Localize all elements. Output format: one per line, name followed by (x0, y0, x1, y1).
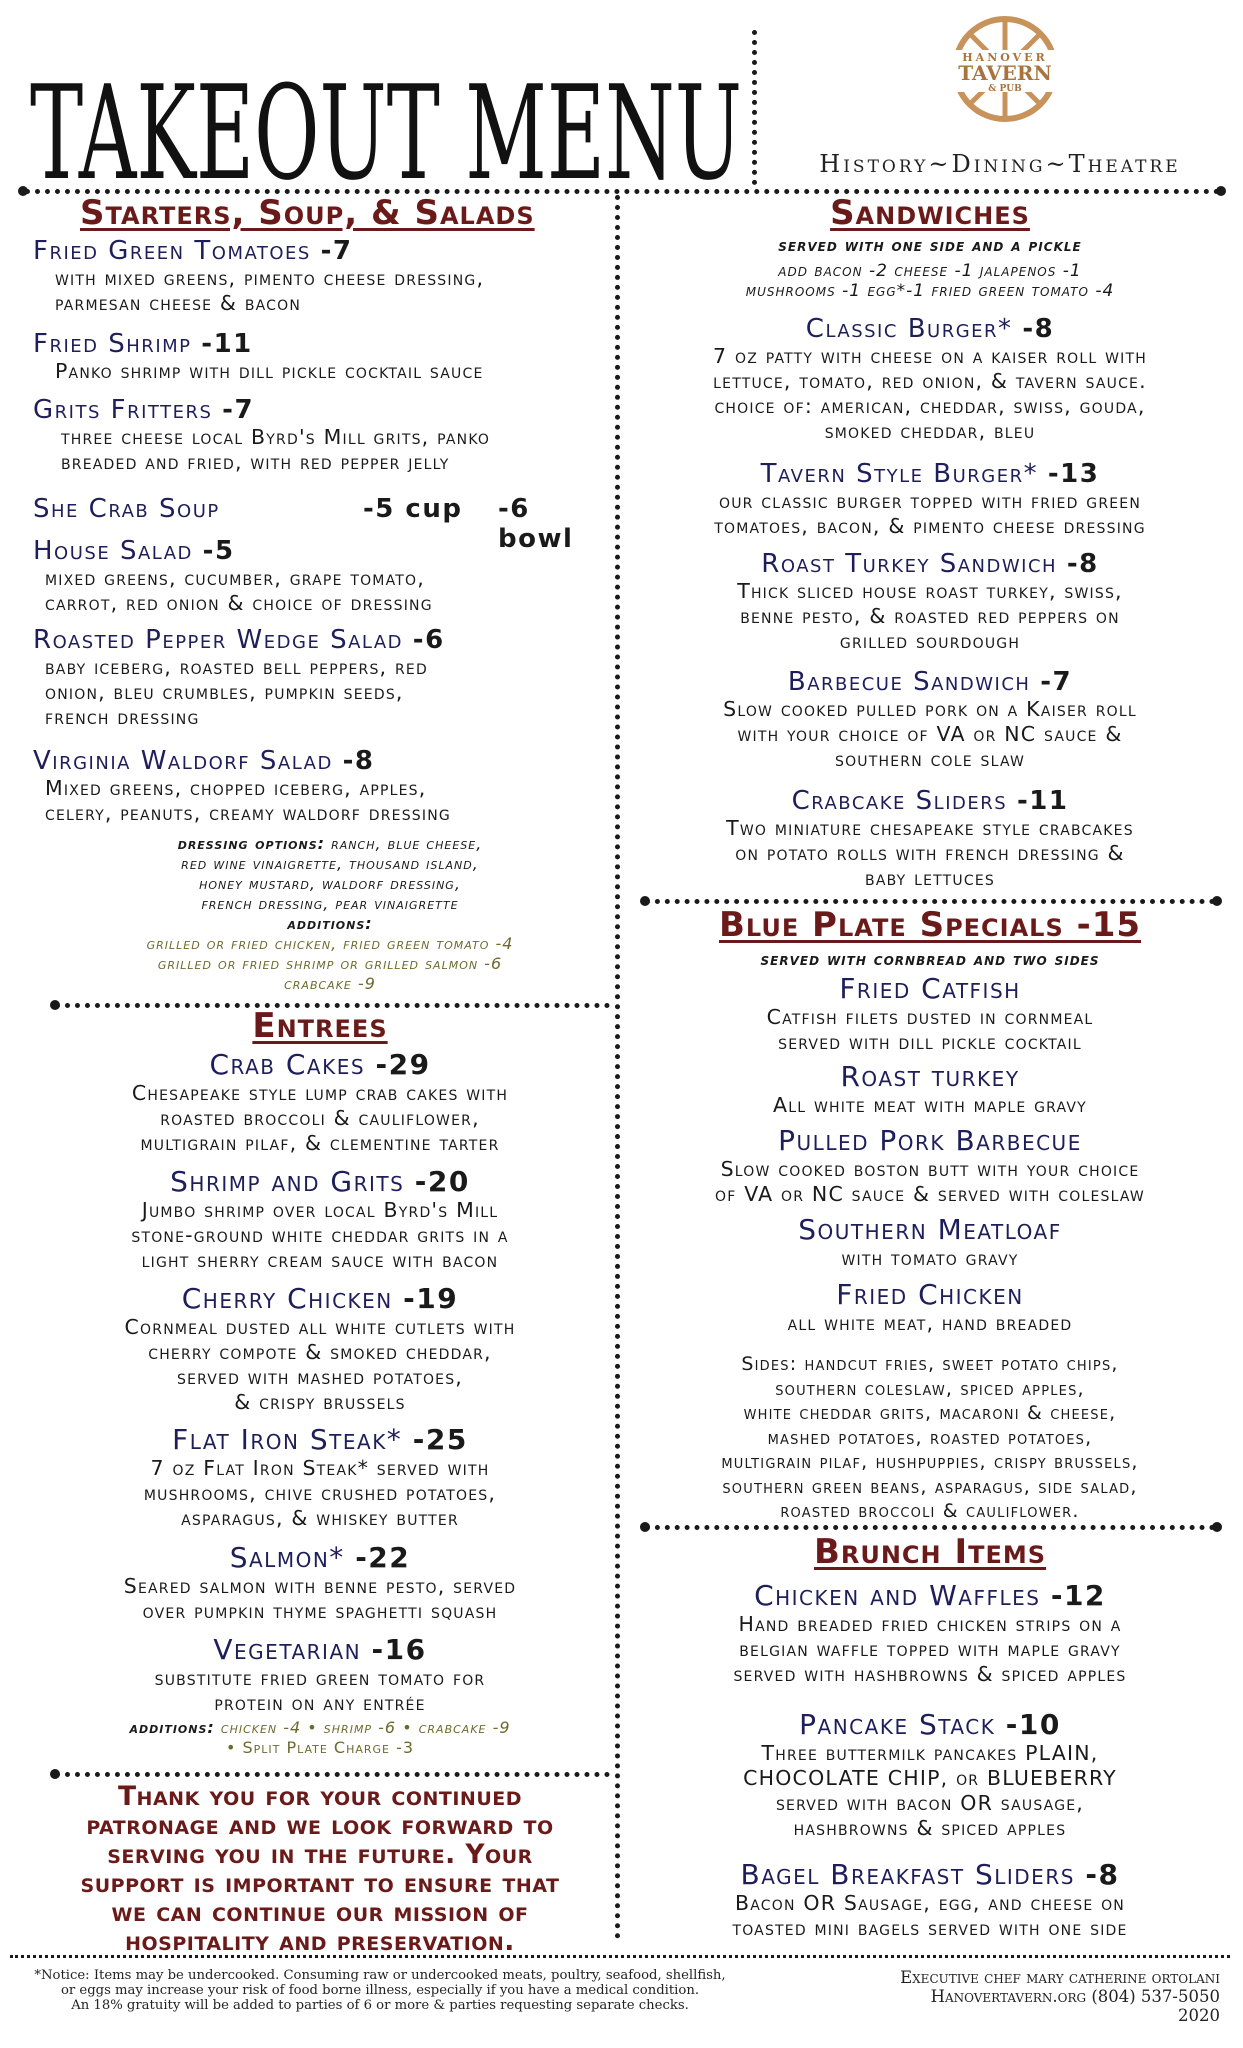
menu-item (640, 1060, 1220, 1118)
menu-item (640, 1858, 1220, 1941)
item-name: Fried Shrimp (33, 329, 192, 359)
item-price: -8 (1085, 1858, 1120, 1891)
menu-item (640, 1213, 1220, 1271)
menu-item (30, 1633, 610, 1716)
addons-line: add bacon -2 cheese -1 jalapenos -1 (778, 261, 1082, 281)
item-name: Crabcake Sliders (791, 786, 1008, 816)
sides-line: white cheddar grits, macaroni & cheese, (743, 1402, 1117, 1424)
item-desc: with tomato gravy (841, 1246, 1019, 1270)
menu-item (33, 236, 613, 316)
menu-item (640, 786, 1220, 891)
item-desc: over pumpkin thyme spaghetti squash (142, 1599, 498, 1623)
thank-you-message (30, 1782, 610, 1956)
menu-item (640, 459, 1220, 539)
sides-line: southern green beans, asparagus, side salad, (722, 1475, 1138, 1498)
menu-item (640, 1278, 1220, 1336)
item-desc: 7 oz Flat Iron Steak* served with (150, 1456, 490, 1480)
menu-item (33, 536, 613, 616)
menu-item (30, 1165, 610, 1273)
dressing-line: red wine vinaigrette, thousand island, (181, 854, 479, 873)
starters-heading: Starters, Soup, & Salads (80, 193, 535, 233)
sides-line: mashed potatoes, roasted potatoes, (767, 1426, 1093, 1449)
blue-plate-subtitle: served with cornbread and two sides (760, 950, 1100, 970)
item-desc: asparagus, & whiskey butter (181, 1506, 459, 1530)
item-desc: Jumbo shrimp over local Byrd's Mill (141, 1198, 499, 1222)
item-name: Classic Burger* (805, 314, 1013, 344)
item-desc: Slow cooked pulled pork on a Kaiser roll (723, 697, 1137, 721)
svg-text:TAKEOUT MENU: TAKEOUT MENU (30, 57, 742, 188)
menu-item (30, 1282, 610, 1415)
item-price: -29 (375, 1048, 431, 1081)
item-desc: & crispy brussels (234, 1390, 406, 1414)
notice-line: *Notice: Items may be undercooked. Consuming raw or undercooked meats, poultry, seafood, shellfish, (34, 1968, 726, 1983)
item-desc: Bacon OR Sausage, egg, and cheese on (735, 1891, 1125, 1915)
item-name: Roast Turkey Sandwich (761, 549, 1058, 579)
sandwiches-heading: Sandwiches (830, 193, 1030, 233)
thanks-line: support is important to ensure that (80, 1868, 560, 1899)
chef-name: Executive chef mary catherine ortolani (900, 1968, 1220, 1987)
sandwich-addons (640, 261, 1220, 301)
item-price: -11 (1016, 786, 1069, 816)
price-cup: -5 cup (363, 494, 463, 524)
item-desc: CHOCOLATE CHIP, or BLUEBERRY (743, 1766, 1117, 1790)
item-desc: Thick sliced house roast turkey, swiss, (737, 579, 1123, 603)
column-divider (615, 195, 620, 1940)
item-desc: Two miniature chesapeake style crabcakes (726, 816, 1134, 840)
item-desc: served with bacon OR sausage, (775, 1791, 1085, 1815)
item-desc: belgian waffle topped with maple gravy (739, 1637, 1121, 1661)
menu-title (30, 18, 745, 188)
item-name: Grits Fritters (33, 395, 213, 425)
menu-year: 2020 (1178, 2006, 1220, 2025)
item-desc: substitute fried green tomato for (154, 1666, 486, 1690)
item-desc: toasted mini bagels served with one side (732, 1916, 1128, 1940)
menu-item (30, 1541, 610, 1624)
menu-item (30, 1048, 610, 1156)
chef-credits (790, 1968, 1220, 2025)
item-name: Pancake Stack (799, 1708, 996, 1741)
item-name: Virginia Waldorf Salad (33, 746, 333, 776)
menu-item (33, 625, 613, 730)
item-name: Crab Cakes (209, 1048, 366, 1081)
sides-line: southern coleslaw, spiced apples, (775, 1377, 1085, 1400)
additions-text: chicken -4 • shrimp -6 • crabcake -9 (214, 1718, 511, 1737)
sides-line: Sides: handcut fries, sweet potato chips, (741, 1353, 1119, 1375)
item-price: -22 (355, 1541, 411, 1574)
item-name: Chicken and Waffles (754, 1579, 1041, 1612)
svg-text:TAVERN: TAVERN (958, 61, 1052, 85)
item-desc: roasted broccoli & cauliflower, (160, 1106, 480, 1130)
divider-end-dot (50, 1769, 60, 1779)
blue-plate-heading: Blue Plate Specials -15 (718, 905, 1142, 945)
sandwich-subtitle: served with one side and a pickle (778, 236, 1082, 256)
menu-item (640, 1708, 1220, 1841)
dressing-line: honey mustard, waldorf dressing, (199, 874, 461, 893)
item-name: Salmon* (229, 1541, 345, 1574)
item-desc: served with dill pickle cocktail (778, 1030, 1082, 1054)
item-desc: baby iceberg, roasted bell peppers, red (45, 655, 428, 679)
menu-item (33, 746, 613, 826)
thanks-line: hospitality and preservation. (125, 1926, 515, 1957)
additions-line: crabcake -9 (284, 974, 376, 993)
item-desc: All white meat with maple gravy (773, 1093, 1087, 1117)
item-desc: tomatoes, bacon, & pimento cheese dressing (714, 514, 1146, 538)
svg-text:& PUB: & PUB (988, 84, 1022, 94)
item-desc: choice of: american, cheddar, swiss, gouda, (714, 394, 1146, 418)
additions-label: additions: (287, 914, 373, 933)
item-desc: Mixed greens, chopped iceberg, apples, (45, 776, 427, 800)
item-name: Fried Green Tomatoes (33, 236, 311, 266)
item-desc: Slow cooked boston butt with your choice (720, 1157, 1140, 1181)
item-price: -5 (202, 536, 235, 566)
thanks-line: serving you in the future. Your (107, 1839, 533, 1870)
dressing-label: dressing options: (177, 834, 326, 853)
item-desc: on potato rolls with french dressing & (735, 841, 1125, 865)
notice-line: or eggs may increase your risk of food borne illness, especially if you have a medical condition. (60, 1983, 700, 1998)
price-bowl: -6 bowl (498, 494, 574, 554)
item-name: She Crab Soup (33, 494, 220, 524)
contact-info: Hanovertavern.org (804) 537-5050 (930, 1987, 1220, 2006)
thanks-line: Thank you for your continued (117, 1781, 523, 1812)
menu-item (640, 1124, 1220, 1207)
item-desc: southern cole slaw (834, 747, 1025, 771)
item-desc: mushrooms, chive crushed potatoes, (143, 1481, 497, 1505)
item-name: Southern Meatloaf (798, 1213, 1062, 1246)
item-price: -19 (403, 1282, 459, 1315)
item-name: Vegetarian (213, 1633, 362, 1666)
item-desc: light sherry cream sauce with bacon (141, 1248, 499, 1272)
allergy-notice (20, 1968, 740, 2013)
item-price: -13 (1047, 459, 1100, 489)
item-desc: three cheese local Byrd's Mill grits, panko (61, 425, 491, 449)
blueplate-divider (645, 1525, 1215, 1530)
sandwich-divider (645, 899, 1215, 904)
divider-end-dot (640, 1522, 650, 1532)
item-price: -10 (1005, 1708, 1061, 1741)
item-desc: french dressing (45, 705, 200, 729)
menu-item (640, 314, 1220, 444)
additions-line: grilled or fried chicken, fried green tomato -4 (146, 934, 514, 953)
item-desc: hashbrowns & spiced apples (793, 1816, 1067, 1840)
entrees-divider (55, 1772, 610, 1777)
item-desc: breaded and fried, with red pepper jelly (61, 450, 450, 474)
item-name: Flat Iron Steak* (172, 1423, 403, 1456)
item-name: Roast turkey (840, 1060, 1020, 1093)
item-desc: lettuce, tomato, red onion, & tavern sauce. (713, 369, 1147, 393)
item-price: -8 (1066, 549, 1099, 579)
menu-item (33, 329, 613, 384)
menu-item (640, 972, 1220, 1055)
dressing-line: ranch, blue cheese, (325, 834, 483, 853)
item-desc: all white meat, hand breaded (787, 1311, 1073, 1335)
additions-label: additions: (129, 1718, 215, 1737)
menu-item (640, 549, 1220, 654)
item-desc: smoked cheddar, bleu (824, 419, 1036, 443)
divider-end-dot (1212, 1522, 1222, 1532)
item-name: Fried Chicken (836, 1278, 1024, 1311)
sides-line: multigrain pilaf, hushpuppies, crispy brussels, (721, 1451, 1139, 1473)
item-desc: benne pesto, & roasted red peppers on (740, 604, 1120, 628)
item-desc: baby lettuces (865, 866, 995, 890)
entrees-heading: Entrees (252, 1006, 388, 1046)
thanks-line: patronage and we look forward to (86, 1810, 554, 1841)
menu-item (30, 1423, 610, 1531)
item-desc: with mixed greens, pimento cheese dressing, (55, 266, 485, 290)
item-desc: Hand breaded fried chicken strips on a (738, 1612, 1122, 1636)
header-divider-vertical (752, 30, 757, 185)
item-name: Tavern Style Burger* (760, 459, 1039, 489)
item-price: -8 (1022, 314, 1055, 344)
item-price: -6 (412, 625, 445, 655)
divider-end-dot (18, 186, 28, 196)
item-price: -12 (1050, 1579, 1106, 1612)
item-desc: with your choice of VA or NC sauce & (737, 722, 1123, 746)
item-name: Shrimp and Grits (170, 1165, 405, 1198)
item-desc: Chesapeake style lump crab cakes with (131, 1081, 509, 1105)
item-desc: celery, peanuts, creamy waldorf dressing (45, 801, 451, 825)
item-desc: protein on any entrée (214, 1691, 426, 1715)
item-desc: parmesan cheese & bacon (55, 291, 302, 315)
dressing-line: french dressing, pear vinaigrette (201, 894, 459, 913)
item-name: Fried Catfish (839, 972, 1021, 1005)
item-desc: cherry compote & smoked cheddar, (148, 1340, 492, 1364)
tagline: History~Dining~Theatre (819, 150, 1181, 178)
item-price: -16 (371, 1633, 427, 1666)
item-desc: Panko shrimp with dill pickle cocktail sauce (55, 359, 484, 383)
dressing-options (60, 834, 600, 994)
item-price: -7 (222, 395, 255, 425)
item-desc: mixed greens, cucumber, grape tomato, (45, 566, 425, 590)
item-desc: of VA or NC sauce & served with coleslaw (715, 1182, 1145, 1206)
sides-line: roasted broccoli & cauliflower. (780, 1500, 1080, 1522)
tavern-logo (935, 14, 1075, 134)
menu-item (640, 667, 1220, 772)
item-desc: Three buttermilk pancakes PLAIN, (761, 1741, 1099, 1765)
item-name: Roasted Pepper Wedge Salad (33, 625, 404, 655)
notice-line: An 18% gratuity will be added to parties of 6 or more & parties requesting separate checks. (71, 1998, 689, 2013)
item-price: -11 (201, 329, 253, 359)
sides-list (640, 1352, 1220, 1524)
item-price: -25 (412, 1423, 468, 1456)
item-desc: multigrain pilaf, & clementine tarter (140, 1131, 500, 1155)
item-desc: onion, bleu crumbles, pumpkin seeds, (45, 680, 404, 704)
item-price: -20 (414, 1165, 470, 1198)
split-plate-charge: • Split Plate Charge -3 (225, 1738, 415, 1757)
item-price: -7 (1040, 667, 1073, 697)
brunch-heading: Brunch Items (813, 1532, 1047, 1572)
entree-additions (30, 1718, 610, 1758)
menu-item (640, 1579, 1220, 1687)
item-desc: Cornmeal dusted all white cutlets with (124, 1315, 516, 1339)
item-name: Bagel Breakfast Sliders (740, 1858, 1075, 1891)
item-desc: served with mashed potatoes, (176, 1365, 464, 1389)
item-name: Cherry Chicken (181, 1282, 393, 1315)
item-desc: our classic burger topped with fried green (718, 489, 1142, 513)
item-price: -7 (320, 236, 353, 266)
item-name: House Salad (33, 536, 193, 566)
addons-line: mushrooms -1 egg*-1 fried green tomato -4 (745, 281, 1115, 301)
svg-text:HANOVER: HANOVER (962, 51, 1048, 64)
additions-line: grilled or fried shrimp or grilled salmon -6 (157, 954, 503, 973)
item-price: -8 (342, 746, 375, 776)
item-desc: 7 oz patty with cheese on a kaiser roll with (713, 344, 1147, 368)
item-desc: grilled sourdough (839, 629, 1021, 653)
item-name: Pulled Pork Barbecue (778, 1124, 1082, 1157)
thanks-line: we can continue our mission of (111, 1897, 529, 1928)
item-desc: Catfish filets dusted in cornmeal (766, 1005, 1094, 1029)
item-desc: served with hashbrowns & spiced apples (733, 1662, 1127, 1686)
menu-item (33, 395, 613, 475)
item-desc: stone-ground white cheddar grits in a (131, 1223, 509, 1247)
item-desc: carrot, red onion & choice of dressing (45, 591, 433, 615)
item-desc: Seared salmon with benne pesto, served (123, 1574, 517, 1598)
item-name: Barbecue Sandwich (787, 667, 1031, 697)
